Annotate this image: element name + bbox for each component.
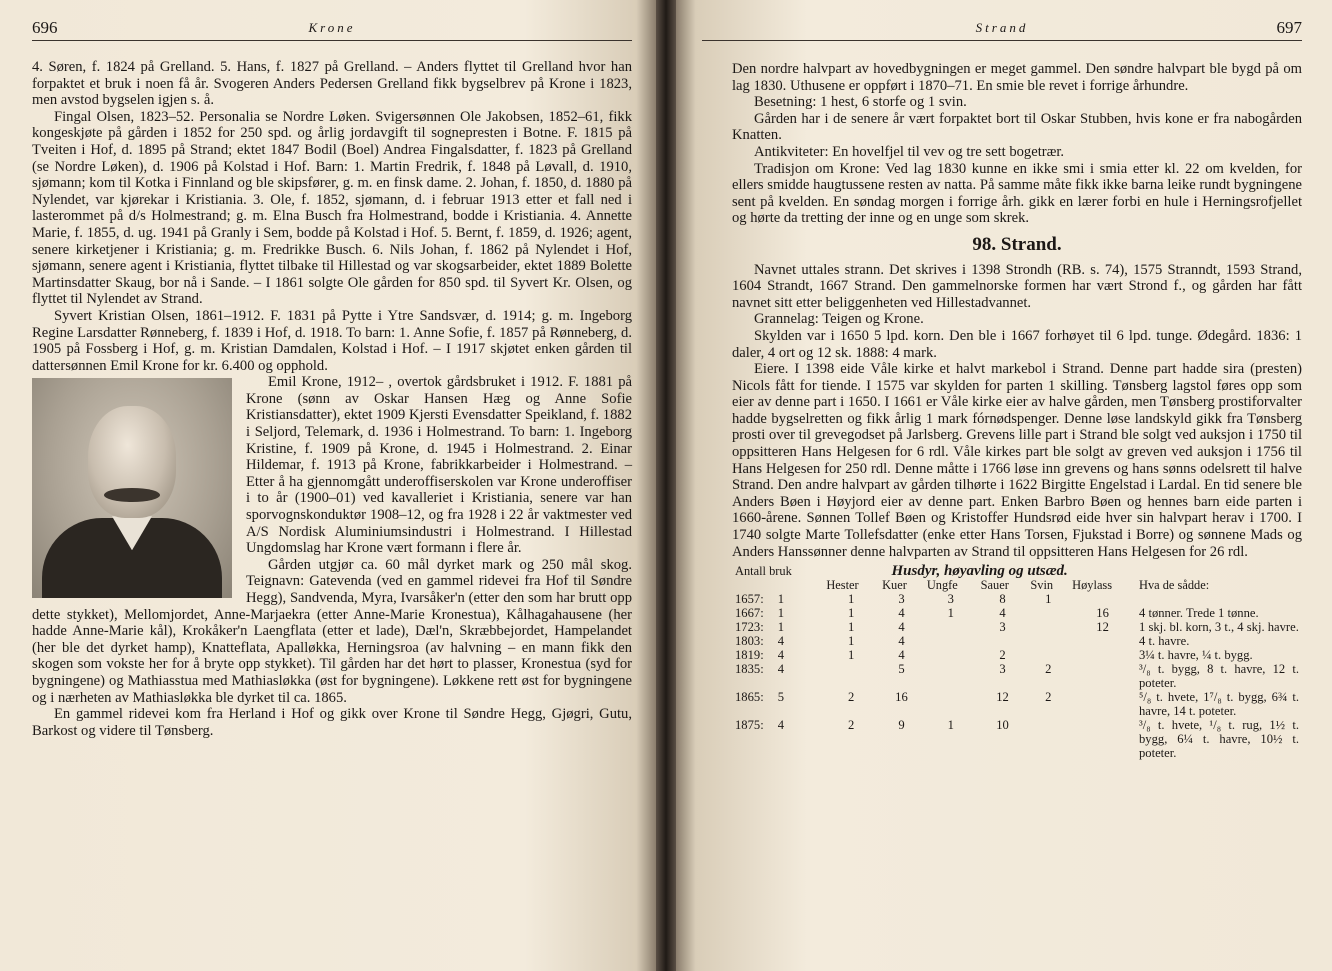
table-caption-row	[732, 564, 1302, 578]
book-gutter	[656, 0, 676, 971]
table-cell-what: 3¼ t. havre, ¼ t. bygg.	[1139, 648, 1253, 663]
paragraph: Besetning: 1 hest, 6 storfe og 1 svin.	[754, 94, 967, 111]
table-cell-ungfe	[924, 620, 978, 634]
table-cell-svin	[1027, 620, 1069, 634]
table-cell-svin	[1027, 648, 1069, 662]
table-row	[732, 592, 1302, 606]
right-page	[676, 0, 1332, 971]
table-cell-what: 1 skj. bl. korn, 3 t., 4 skj. havre.	[1139, 620, 1299, 635]
table-cell-hoylass	[1069, 592, 1136, 606]
table-cell-year	[732, 690, 823, 718]
table-header-cell: Hester	[826, 578, 859, 593]
portrait-photo	[32, 378, 232, 598]
table-cell-svin: 2	[1045, 690, 1052, 705]
bruk-value: 1	[777, 606, 784, 621]
table-cell-year	[732, 718, 823, 760]
table-cell-ungfe	[924, 690, 978, 718]
running-title-right: Strand	[975, 20, 1029, 35]
paragraph: Fingal Olsen, 1823–52. Personalia se Nordre Løken. Svigersønnen Ole Jakobsen, 1852–61, fikk kongeskjøte på gården i 1852 for 250 spd. og årlig jordavgift til sognepresten i Botne. F. 1815 på Tveiten i Hof, d. 1895 på Strand; ektet 1847 Bodil (Boel) Andrea Fingalsdatter, f. 1823 på Grelland (se Nordre Løken), d. 1906 på Kolstad i Hof. Barn: 1. Martin Fredrik, f. 1848 på Løvall, d. 1910, sjømann; kom til Kotka i Finnland og ble skipsfører, g. m. en finsk dame. 2. Johan, f. 1850, d. 1880 på Nylendet, var kjørekar i Kristiania. 3. Ole, f. 1852, sjømann, d. i februar 1913 etter et fall ned i lasterommet på d/s Holmestrand; g. m. Elna Busch fra Holmestrand, bodde i Kristiania. 4. Annette Marie, f. 1855, d. ug. 1941 på Granly i Sem, bodde på Kolstad i Hof. 5. Bernt, f. 1859, d. 1926; agent, senere kirketjener i Kristiania; g. m. Fredrikke Busch. 6. Nils Johan, f. 1862 på Nylendet i Hof, sjømann, senere agent i Kristiania, flyttet tilbake til Hillestad og var skogsarbeider, ektet 1889 Bolette Martinsdatter Skaug, bor nå i Sande. – I 1861 solgte Ole gården for 850 spd. til Syvert Kr. Olsen, og flyttet til Nylendet av Strand.	[32, 108, 632, 308]
table-header-cell: Høylass	[1072, 578, 1113, 593]
running-header-left	[32, 18, 632, 41]
table-cell-kuer: 5	[898, 662, 905, 677]
year-label: 1835:	[735, 662, 764, 677]
table-header-cell: Svin	[1030, 578, 1054, 593]
table-row	[732, 634, 1302, 648]
table-cell-sauer: 12	[996, 690, 1009, 705]
table-header-cell	[1136, 564, 1302, 578]
table-cell-year	[732, 620, 823, 634]
paragraph: Antikviteter: En hovelfjel til vev og tre sett bogetrær.	[754, 143, 1065, 160]
table-cell-ungfe	[924, 634, 978, 648]
livestock-table	[732, 564, 1302, 760]
table-cell-what: ³/₈ t. bygg, 8 t. havre, 12 t. poteter.	[1139, 662, 1299, 691]
paragraph: En gammel ridevei kom fra Herland i Hof og gikk over Krone til Søndre Hegg, Gjøgri, Gutu, Barkost og videre til Tønsberg.	[32, 706, 632, 739]
table-cell-ungfe	[924, 662, 978, 690]
bruk-value: 4	[777, 662, 784, 677]
paragraph: Tradisjon om Krone: Ved lag 1830 kunne en ikke smi i smia etter kl. 22 om kvelden, for ellers smidde haugtussene resten av natta. På samme måte fikk ikke barna leike rundt bygningene sent på kvelden. En søndag morgen i forrige årh. gikk en lærer forbi en hule i Herningsrofjellet og hørte da tretting der inne og en unge som skrek.	[732, 160, 1302, 227]
table-header-row	[732, 578, 1302, 592]
paragraph: Gården utgjør ca. 60 mål dyrket mark og 250 mål skog. Teignavn: Gatevenda (ved en gammel ridevei fra Hof til Søndre Hegg), Sandvenda, Myra, Ivarsåker'n (etter den som har brutt opp dette stykket), Mellomjordet, Anne-Marjaekra (etter Anne-Marie Kronestua), Kålhagahausene (her hadde Anne-Marie kål), Krokåker'n Laengflata (etter et lade), Dæl'n, Skræbbejordet, Hampelandet (her ble det dyrket hamp), Knatteflata, Apalløkka, Herningsroa (av halvning – en mann fikk den skogen som vokste her for å bryte opp stykket). Til gården har det hørt to plasser, Kronestua (syd for bygningene) og Mathiasstua med Mathiasløkka (øst for bygningene). Løkkene rett øst for bygningene og i nærheten av Mathiasløkka ble dyrket til ca. 1865.	[32, 556, 632, 706]
table-cell-kuer: 16	[895, 690, 908, 705]
section-heading: 98. Strand.	[972, 233, 1062, 255]
year-label: 1657:	[735, 592, 764, 607]
bruk-value: 1	[777, 592, 784, 607]
table-header-cell: Sauer	[980, 578, 1009, 593]
table-cell-what: 4 tønner. Trede 1 tønne.	[1139, 606, 1259, 621]
table-cell-hoylass: 16	[1096, 606, 1109, 621]
table-cell-hester: 1	[848, 634, 855, 649]
bruk-value: 4	[777, 634, 784, 649]
year-label: 1875:	[735, 718, 764, 733]
table-row	[732, 620, 1302, 634]
table-cell-year	[732, 634, 823, 648]
table-cell-svin: 2	[1045, 662, 1052, 677]
table-header-cell: Antall bruk	[735, 564, 792, 579]
table-cell-sauer: 4	[999, 606, 1006, 621]
table-row	[732, 690, 1302, 718]
table-cell-what	[1136, 592, 1302, 606]
paragraph: Skylden var i 1650 5 lpd. korn. Den ble i 1667 forhøyet til 6 lpd. tunge. Ødegård. 1836: 1 daler, 4 ort og 12 sk. 1888: 4 mark.	[732, 327, 1302, 361]
bruk-value: 4	[777, 648, 784, 663]
table-row	[732, 718, 1302, 760]
table-cell-svin: 1	[1045, 592, 1052, 607]
table-cell-what: ³/₈ t. hvete, ¹/₈ t. rug, 1½ t. bygg, 6¼ t. havre, 10½ t. poteter.	[1139, 718, 1299, 761]
year-label: 1723:	[735, 620, 764, 635]
table-row	[732, 662, 1302, 690]
table-cell-sauer: 3	[999, 662, 1006, 677]
table-cell-sauer: 2	[999, 648, 1006, 663]
table-cell-hoylass	[1069, 662, 1136, 690]
paragraph: Gården har i de senere år vært forpaktet bort til Oskar Stubben, hvis kone er fra nabogården Knatten.	[732, 110, 1302, 144]
table-cell-sauer: 10	[996, 718, 1009, 733]
paragraph: Eiere. I 1398 eide Våle kirke et halvt markebol i Strand. Denne part hadde sira (presten) Nicols fått for tiende. I 1575 var skylden for parten 1 skilling. Tønsberg lagstol føres opp som eier av denne part i 1650. I 1661 er Våle kirke eier av halve gården, men Tønsberg prostiforvalter hadde bygselretten og fikk årlig 1 mark fórnødspenger. Denne løse landskyld gikk fra Tønsberg prosti over til grevegodset på Jarlsberg. Grevens lille part i Strand ble solgt ved auksjon i 1750 til oppsitteren Hans Helgesen for 6 rdl. Våle kirkes part ble solgt av greven ved auksjon i 1756 til Hans Helgesen for 250 rdl. Denne måtte i 1766 løse inn grevens og hans sønns odelsrett til halve Strand. Den andre halvpart av gården tilhørte i 1622 Birgitte Engelstad i Lardal. En tid senere ble Anders Bøen i Høyjord eier av denne part. Enken Barbro Bøen og hennes barn eide parten i 1660-årene. Sønnen Tollef Bøen og Kristoffer Hundsrød eide hver sin halvpart herav i 1700. I 1740 solgte Marte Tollefsdatter (enke etter Hans Torsen, Fjukstad i Borre) og sønnene Mads og Anders Hanssønner denne halvparten av Strand til oppsitteren Hans Helgesen for 26 rdl.	[732, 361, 1302, 560]
table-row	[732, 606, 1302, 620]
bruk-value: 4	[777, 718, 784, 733]
bruk-value: 1	[777, 620, 784, 635]
right-page-body	[702, 61, 1302, 760]
paragraph: Syvert Kristian Olsen, 1861–1912. F. 1831 på Pytte i Ytre Sandsvær, d. 1914; g. m. Ingeborg Regine Larsdatter Rønneberg, f. 1839 i Hof, d. 1918. To barn: 1. Anne Sofie, f. 1857 på Rønneberg, d. 1905 på Fossberg i Hof, g. m. Kristian Damdalen, Kolstad i Hof. – I 1917 skjøtet enken gården til dattersønnen Emil Krone for kr. 6.400 og opphold.	[32, 307, 632, 374]
table-row	[732, 648, 1302, 662]
table-cell-kuer: 4	[898, 648, 905, 663]
year-label: 1667:	[735, 606, 764, 621]
table-cell-hester: 1	[848, 620, 855, 635]
table-cell-hester: 2	[848, 690, 855, 705]
year-label: 1803:	[735, 634, 764, 649]
paragraph: Emil Krone, 1912– , overtok gårdsbruket i 1912. F. 1881 på Krone (sønn av Oskar Hansen Hæg og Anne Sofie Kristiansdatter), ektet 1909 Kjersti Evensdatter Speikland, f. 1882 i Seljord, Telemark, d. 1936 i Holmestrand. To barn: 1. Ingeborg Kristine, f. 1909 på Krone, d. 1945 i Holmestrand. 2. Einar Hildemar, f. 1913 på Krone, fabrikkarbeider i Holmestrand. – Etter å ha gjennomgått underoffiserskolen var Krone underoffiser i to år (1900–01) ved kavalleriet i Kristiania, senere var han sporvognskonduktør 1908–12, og fra 1928 i 22 år vaktmester ved A/S Nordisk Aluminiumsindustri i Holmestrand. I Hillestad Ungdomslag har Krone vært formann i flere år.	[246, 374, 632, 557]
table-cell-hoylass	[1069, 634, 1136, 648]
table-cell-hoylass: 12	[1096, 620, 1109, 635]
table-cell-sauer: 8	[999, 592, 1006, 607]
table-cell-kuer: 4	[898, 620, 905, 635]
livestock-table-block	[732, 564, 1302, 760]
table-cell-year	[732, 648, 823, 662]
table-header-cell: Ungfe	[926, 578, 958, 593]
page-number-right: 697	[1276, 18, 1302, 37]
page-number-left: 696	[32, 18, 58, 37]
table-header-cell: Kuer	[882, 578, 907, 593]
paragraph: Grannelag: Teigen og Krone.	[754, 311, 924, 328]
table-cell-ungfe: 3	[947, 592, 954, 607]
running-header-right	[702, 18, 1302, 41]
table-cell-sauer: 3	[999, 620, 1006, 635]
table-cell-year	[732, 662, 823, 690]
table-cell-sauer	[978, 634, 1028, 648]
table-caption: Husdyr, høyavling og utsæd.	[891, 563, 1068, 580]
table-cell-ungfe: 1	[947, 718, 954, 733]
table-cell-svin	[1027, 606, 1069, 620]
table-cell-hester: 2	[848, 718, 855, 733]
table-cell-ungfe: 1	[947, 606, 954, 621]
table-cell-hoylass	[1069, 690, 1136, 718]
table-cell-svin	[1027, 718, 1069, 760]
table-header-cell	[732, 578, 823, 592]
left-page-body	[32, 59, 632, 739]
table-cell-what: 4 t. havre.	[1139, 634, 1190, 649]
table-cell-hoylass	[1069, 718, 1136, 760]
table-cell-hester	[823, 662, 879, 690]
year-label: 1819:	[735, 648, 764, 663]
livestock-table-body	[732, 592, 1302, 760]
paragraph: Den nordre halvpart av hovedbygningen er meget gammel. Den søndre halvpart ble bygd på om lag 1830. Uthusene er oppført i 1870–71. En smie ble revet i forrige århundre.	[732, 61, 1302, 94]
table-cell-year	[732, 606, 823, 620]
table-cell-hoylass	[1069, 648, 1136, 662]
table-cell-year	[732, 592, 823, 606]
table-cell-hester: 1	[848, 606, 855, 621]
table-cell-kuer: 9	[898, 718, 905, 733]
left-page	[0, 0, 656, 971]
running-title-left: Krone	[308, 20, 356, 35]
table-cell-ungfe	[924, 648, 978, 662]
table-cell-hester: 1	[848, 592, 855, 607]
table-cell-svin	[1027, 634, 1069, 648]
paragraph: Navnet uttales strann. Det skrives i 1398 Strondh (RB. s. 74), 1575 Stranndt, 1593 Strand, 1604 Strandt, 1667 Strand. Den gammelnorske formen har vært Strond f., og gården har fått navnet sitt etter beliggenheten ved Hillestadvannet.	[732, 261, 1302, 311]
table-header-cell: Hva de sådde:	[1139, 578, 1210, 593]
table-cell-kuer: 3	[898, 592, 905, 607]
year-label: 1865:	[735, 690, 764, 705]
table-cell-what: ⁵/₈ t. hvete, 1⁷/₈ t. bygg, 6¾ t. havre, 14 t. poteter.	[1139, 690, 1299, 719]
table-cell-kuer: 4	[898, 634, 905, 649]
bruk-value: 5	[777, 690, 784, 705]
table-cell-kuer: 4	[898, 606, 905, 621]
table-cell-hester: 1	[848, 648, 855, 663]
paragraph: 4. Søren, f. 1824 på Grelland. 5. Hans, f. 1827 på Grelland. – Anders flyttet til Grelland hvor han forpaktet et bruk i noen få år. Svogeren Anders Pedersen Grelland fikk bygselbrev på Krone i 1823, men avstod bygselen igjen s. å.	[32, 59, 632, 109]
